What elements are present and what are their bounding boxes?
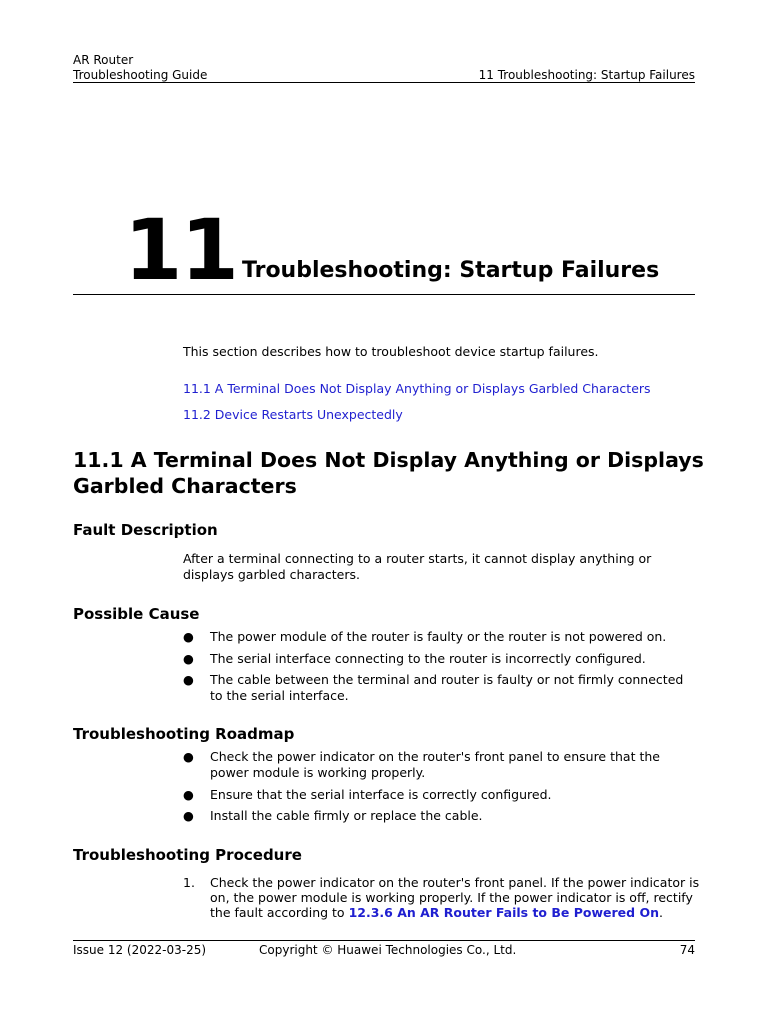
procedure-step-line1: Check the power indicator on the router's front panel. If the power indicator is — [210, 875, 700, 890]
procedure-step-number: 1. — [183, 875, 195, 890]
fault-description-line2: displays garbled characters. — [183, 567, 360, 582]
roadmap-heading: Troubleshooting Roadmap — [73, 725, 295, 743]
cause-item-3-line2: to the serial interface. — [210, 688, 349, 703]
roadmap-bullet-icon: ● — [183, 808, 194, 823]
cause-item-1: The power module of the router is faulty or the router is not powered on. — [210, 629, 667, 644]
toc-link-11-2[interactable]: 11.2 Device Restarts Unexpectedly — [183, 407, 403, 422]
footer-rule — [73, 940, 695, 941]
toc-link-11-1[interactable]: 11.1 A Terminal Does Not Display Anything or Displays Garbled Characters — [183, 381, 651, 396]
roadmap-item-1-line2: power module is working properly. — [210, 765, 426, 780]
intro-text: This section describes how to troubleshoot device startup failures. — [183, 344, 599, 359]
cause-bullet-icon: ● — [183, 629, 194, 644]
roadmap-bullet-icon: ● — [183, 787, 194, 802]
cause-bullet-icon: ● — [183, 672, 194, 687]
procedure-step-line3 — [210, 905, 663, 921]
fault-description-line1: After a terminal connecting to a router starts, it cannot display anything or — [183, 551, 652, 566]
chapter-number: 11 — [124, 201, 237, 299]
footer-page-number: 74 — [679, 943, 695, 957]
possible-cause-heading: Possible Cause — [73, 605, 200, 623]
chapter-title: Troubleshooting: Startup Failures — [242, 258, 660, 283]
roadmap-item-3: Install the cable firmly or replace the cable. — [210, 808, 483, 823]
section-heading-line2: Garbled Characters — [73, 474, 297, 498]
fault-description-heading: Fault Description — [73, 521, 218, 539]
roadmap-bullet-icon: ● — [183, 749, 194, 764]
cause-item-2: The serial interface connecting to the router is incorrectly configured. — [210, 651, 646, 666]
section-heading-line1: 11.1 A Terminal Does Not Display Anything or Displays — [73, 448, 704, 472]
header-guide: Troubleshooting Guide — [73, 68, 208, 82]
header-rule — [73, 82, 695, 83]
footer-issue: Issue 12 (2022-03-25) — [73, 943, 207, 957]
procedure-step-line2: on, the power module is working properly. If the power indicator is off, rectify — [210, 890, 693, 905]
roadmap-item-2: Ensure that the serial interface is correctly configured. — [210, 787, 552, 802]
chapter-rule — [73, 294, 695, 295]
procedure-step-line3-suffix: . — [658, 905, 663, 920]
footer-copyright: Copyright © Huawei Technologies Co., Ltd. — [259, 943, 517, 957]
cause-bullet-icon: ● — [183, 651, 194, 666]
cause-item-3-line1: The cable between the terminal and router is faulty or not firmly connected — [210, 672, 684, 687]
header-product: AR Router — [73, 53, 134, 67]
procedure-heading: Troubleshooting Procedure — [73, 846, 302, 864]
roadmap-item-1-line1: Check the power indicator on the router's front panel to ensure that the — [210, 749, 660, 764]
procedure-step-line3-prefix: the fault according to — [210, 905, 349, 920]
header-chapter-ref: 11 Troubleshooting: Startup Failures — [478, 68, 695, 82]
powered-on-reference-link[interactable]: 12.3.6 An AR Router Fails to Be Powered On — [348, 905, 659, 920]
